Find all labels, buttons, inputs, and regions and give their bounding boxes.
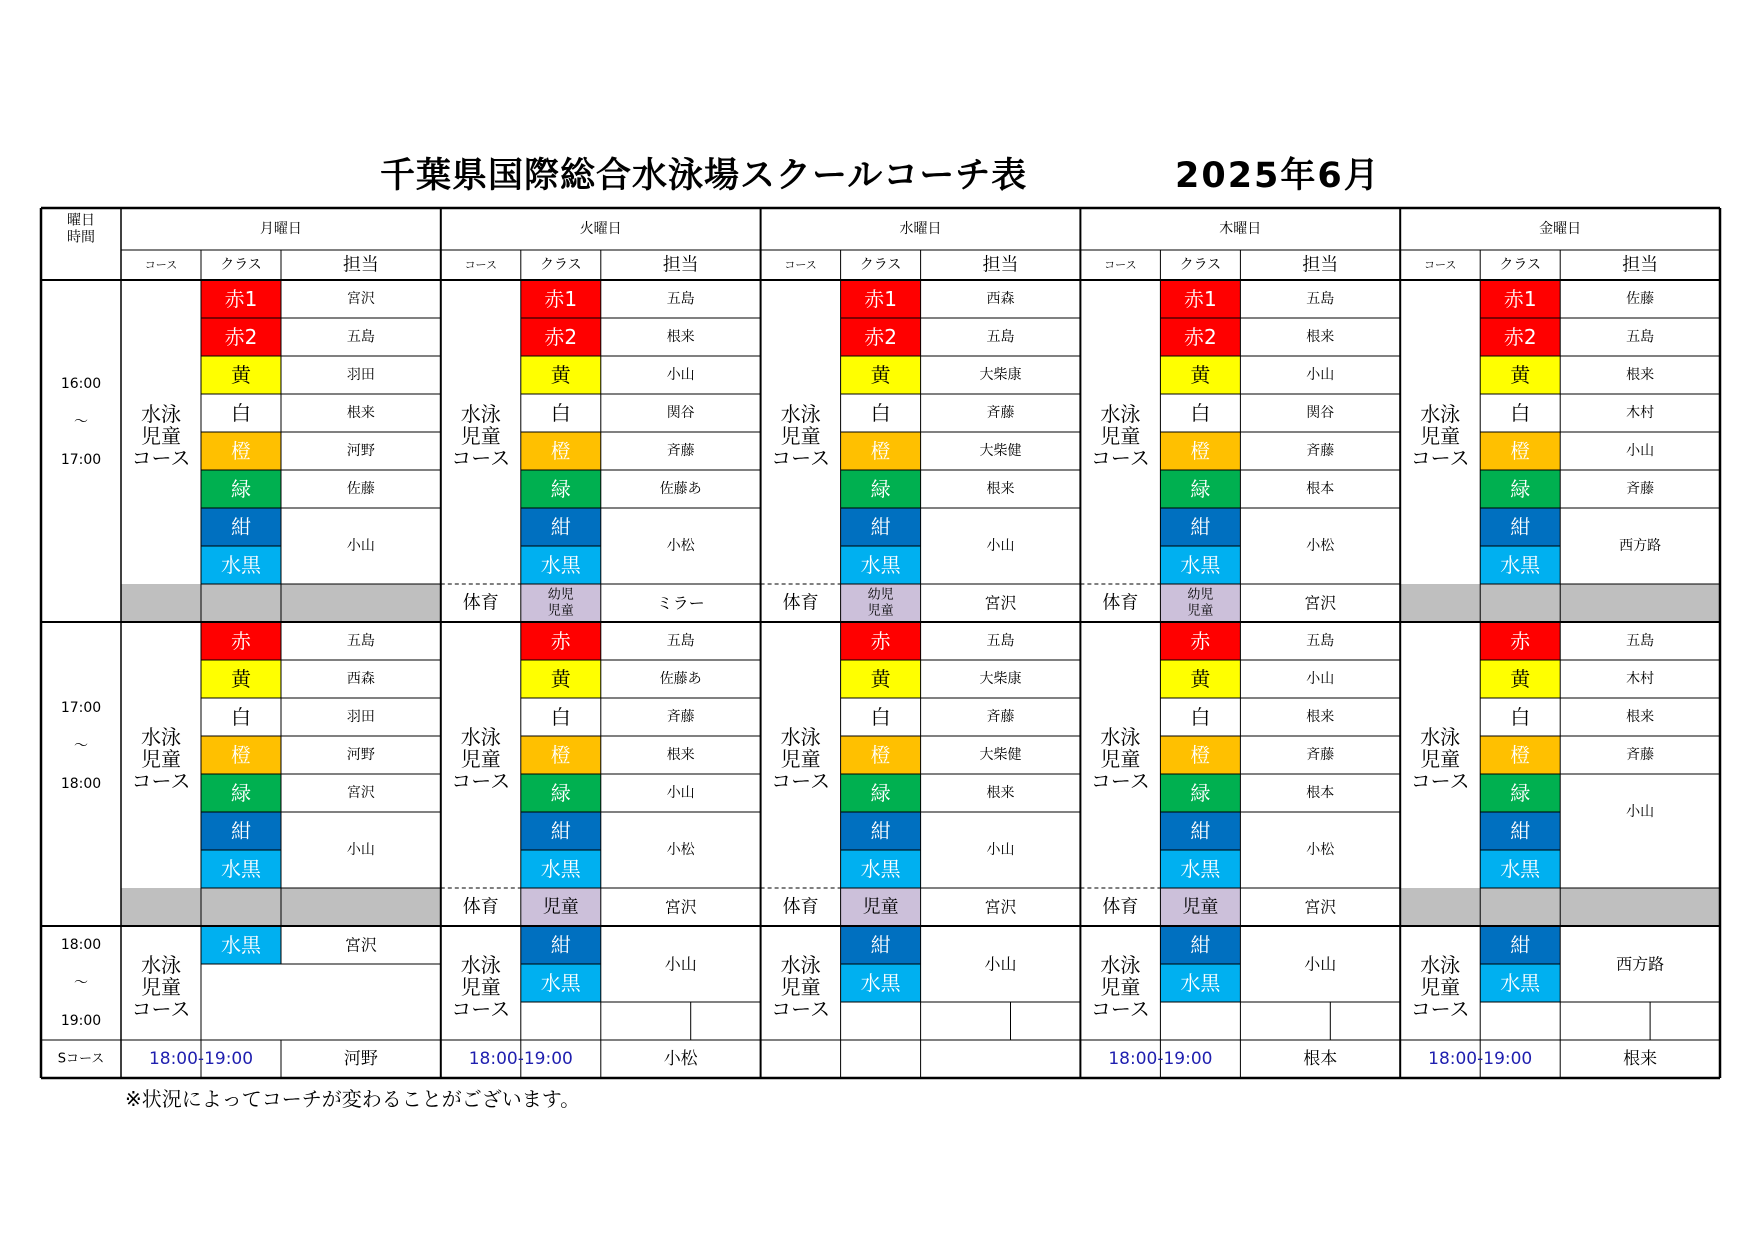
col-header-coach: 担当 [662,254,699,276]
class-label: 橙 [870,439,891,463]
taiiku-label: 体育 [462,896,499,918]
class-label: 水黒 [540,857,581,881]
class-label: 紺 [1190,515,1211,539]
extra-coach-name: 宮沢 [984,897,1017,917]
coach-name: 小山 [346,538,375,554]
coach-name: 根来 [666,329,695,345]
coach-name: 五島 [346,633,375,649]
course-label: コース [771,446,831,470]
s-course-time: 18:00-19:00 [1428,1049,1533,1069]
coach-name: 小松 [1306,538,1335,554]
coach-name: 五島 [1306,291,1335,307]
day-header-1: 月曜日 [259,221,302,237]
course-label: 水泳 [1100,402,1141,426]
gray-filler [201,888,441,926]
time-tilde: ～ [74,414,88,430]
coach-name: 五島 [666,291,695,307]
coach-name: 大柴健 [979,443,1022,459]
extra-class-label: 児童 [1182,896,1219,918]
class-label: 緑 [1510,781,1531,805]
course-label: 水泳 [141,402,181,426]
course-label: コース [451,997,511,1021]
course-label: 水泳 [780,402,821,426]
coach-name: 小山 [984,954,1017,974]
coach-name: 西森 [346,671,375,687]
course-label: コース [131,446,191,470]
col-header-course: コース [464,258,498,272]
footnote: ※状況によってコーチが変わることがございます。 [125,1087,581,1111]
class-label: 白 [1190,401,1211,425]
course-label: コース [451,769,511,793]
coach-name: 斉藤 [1626,481,1655,497]
class-label: 黄 [231,363,251,387]
class-label: 紺 [550,515,571,539]
class-label: 赤 [550,629,571,653]
extra-class-label: 幼児 [1187,587,1214,603]
s-course-time: 18:00-19:00 [468,1049,573,1069]
taiiku-label: 体育 [462,592,499,614]
time-tilde: ～ [74,975,88,991]
coach-name: 根本 [1306,481,1335,497]
course-label: 水泳 [460,402,501,426]
coach-name: 五島 [1626,329,1655,345]
class-label: 橙 [1510,439,1531,463]
course-label: 水泳 [1100,953,1141,977]
course-label: 児童 [141,424,181,448]
coach-name: 宮沢 [344,935,377,955]
class-label: 赤 [870,629,891,653]
class-label: 白 [231,705,251,729]
extra-coach-name: ミラー [656,593,705,613]
class-label: 水黒 [1180,971,1221,995]
coach-name: 佐藤 [346,481,375,497]
class-label: 緑 [870,477,891,501]
coach-name: 西森 [986,291,1015,307]
coach-name: 五島 [1626,633,1655,649]
day-header-2: 火曜日 [579,221,622,237]
time-end: 18:00 [60,776,102,792]
extra-class-label: 幼児 [547,587,574,603]
course-label: 水泳 [141,725,181,749]
course-label: 水泳 [460,725,501,749]
class-label: 紺 [231,515,251,539]
day-header-5: 金曜日 [1539,221,1582,237]
class-label: 黄 [231,667,251,691]
extra-class-label: 児童 [547,603,574,619]
time-start: 17:00 [60,700,102,716]
course-label: コース [1090,997,1150,1021]
class-label: 紺 [870,819,891,843]
class-label: 紺 [1510,515,1531,539]
coach-name: 五島 [986,329,1015,345]
col-header-coach: 担当 [1302,254,1339,276]
class-label: 紺 [870,515,891,539]
course-label: コース [131,769,191,793]
coach-name: 小山 [1304,954,1337,974]
coach-name: 五島 [666,633,695,649]
s-course-time: 18:00-19:00 [148,1049,254,1069]
coach-name: 根来 [1306,329,1335,345]
course-label: コース [771,769,831,793]
gray-filler [1480,584,1720,622]
class-label: 水黒 [1500,857,1541,881]
col-header-class: クラス [220,257,262,273]
class-label: 緑 [1510,477,1531,501]
class-label: 緑 [1190,477,1211,501]
class-label: 赤1 [544,287,578,311]
course-label: 児童 [141,975,181,999]
class-label: 橙 [1510,743,1531,767]
class-label: 水黒 [1180,857,1221,881]
time-end: 19:00 [60,1013,102,1029]
class-label: 橙 [1190,439,1211,463]
time-start: 16:00 [60,376,102,392]
class-label: 紺 [550,819,571,843]
coach-name: 羽田 [346,367,375,383]
class-label: 赤 [1510,629,1531,653]
coach-name: 根来 [986,481,1015,497]
class-label: 緑 [231,781,251,805]
class-label: 水黒 [1500,553,1541,577]
coach-name: 佐藤あ [659,671,702,687]
time-end: 17:00 [60,452,102,468]
coach-name: 佐藤 [1626,291,1655,307]
coach-name: 根来 [666,747,695,763]
coach-name: 小山 [664,954,697,974]
class-label: 黄 [550,363,571,387]
s-course-coach: 根来 [1623,1049,1658,1069]
class-label: 水黒 [1500,971,1541,995]
coach-name: 小山 [346,842,375,858]
course-label: 児童 [460,747,501,771]
gray-filler [1480,888,1720,926]
extra-coach-name: 宮沢 [1304,897,1337,917]
coach-name: 木村 [1626,405,1655,421]
col-header-class: クラス [540,257,582,273]
class-label: 紺 [870,933,891,957]
class-label: 黄 [1190,667,1211,691]
coach-name: 河野 [346,747,375,763]
class-label: 紺 [231,819,251,843]
header-corner-label: 曜日 [67,212,95,229]
gray-filler [121,888,201,926]
taiiku-label: 体育 [1102,896,1139,918]
coach-name: 河野 [346,443,375,459]
col-header-coach: 担当 [342,254,379,276]
class-label: 水黒 [540,971,581,995]
s-course-label: Sコース [57,1051,105,1067]
course-label: 水泳 [780,725,821,749]
course-label: コース [1410,997,1470,1021]
course-label: コース [1410,769,1470,793]
class-label: 黄 [550,667,571,691]
class-label: 白 [231,401,251,425]
class-label: 赤2 [224,325,258,349]
gray-filler [121,584,201,622]
taiiku-label: 体育 [782,592,819,614]
time-tilde: ～ [74,738,88,754]
coach-name: 斉藤 [1306,443,1335,459]
coach-name: 小山 [1626,443,1655,459]
coach-name: 西方路 [1616,954,1665,974]
coach-name: 小松 [1306,842,1335,858]
coach-name: 関谷 [666,405,695,421]
class-label: 赤2 [1503,325,1537,349]
class-label: 黄 [1510,667,1531,691]
course-label: 水泳 [1100,725,1141,749]
class-label: 水黒 [221,933,261,957]
course-label: 児童 [780,747,821,771]
coach-name: 小山 [666,367,695,383]
gray-filler [201,584,441,622]
col-header-course: コース [784,258,817,272]
class-label: 赤2 [544,325,578,349]
course-label: 水泳 [1420,953,1461,977]
course-label: 児童 [1100,424,1141,448]
class-label: 黄 [1510,363,1531,387]
col-header-class: クラス [1499,257,1541,273]
class-label: 赤2 [1184,325,1217,349]
class-label: 赤1 [224,287,258,311]
class-label: 水黒 [860,971,901,995]
class-label: 橙 [550,743,571,767]
coach-name: 斉藤 [1306,747,1335,763]
course-label: コース [771,997,831,1021]
extra-coach-name: 宮沢 [664,897,697,917]
course-label: 水泳 [1420,725,1461,749]
coach-name: 根来 [986,785,1015,801]
coach-name: 根来 [1306,709,1335,725]
class-label: 白 [550,705,571,729]
s-course-coach: 小松 [663,1049,698,1069]
coach-name: 五島 [986,633,1015,649]
extra-class-label: 児童 [862,896,899,918]
extra-class-label: 児童 [1187,603,1214,619]
class-label: 緑 [550,477,571,501]
time-start: 18:00 [60,937,102,953]
class-label: 紺 [1190,819,1211,843]
coach-name: 斉藤 [986,405,1015,421]
col-header-class: クラス [1179,257,1222,273]
coach-name: 五島 [346,329,375,345]
course-label: 児童 [1100,975,1141,999]
course-label: 水泳 [1420,402,1461,426]
coach-name: 小山 [986,842,1015,858]
coach-name: 小松 [666,538,695,554]
class-label: 緑 [231,477,251,501]
course-label: コース [1410,446,1470,470]
taiiku-label: 体育 [1102,592,1139,614]
course-label: コース [451,446,511,470]
day-header-4: 木曜日 [1219,221,1262,237]
coach-name: 五島 [1306,633,1335,649]
class-label: 赤 [231,629,251,653]
col-header-course: コース [1104,258,1137,272]
coach-name: 根来 [346,405,375,421]
class-label: 白 [870,705,891,729]
class-label: 水黒 [860,857,901,881]
class-label: 緑 [550,781,571,805]
coach-name: 木村 [1626,671,1655,687]
class-label: 橙 [870,743,891,767]
course-label: コース [1090,769,1150,793]
course-label: 水泳 [460,953,501,977]
course-label: 水泳 [141,953,181,977]
class-label: 白 [1510,705,1531,729]
coach-name: 佐藤あ [659,481,702,497]
class-label: 水黒 [540,553,581,577]
class-label: 黄 [870,363,891,387]
coach-name: 大柴康 [979,367,1022,383]
coach-name: 根本 [1306,785,1335,801]
coach-name: 斉藤 [986,709,1015,725]
coach-name: 小山 [1626,804,1655,820]
coach-name: 大柴康 [979,671,1022,687]
class-label: 橙 [1190,743,1211,767]
class-label: 緑 [1190,781,1211,805]
class-label: 橙 [231,743,251,767]
class-label: 紺 [1190,933,1211,957]
course-label: 児童 [460,424,501,448]
coach-name: 羽田 [346,709,375,725]
course-label: 児童 [780,424,821,448]
coach-name: 斉藤 [666,443,695,459]
course-label: 水泳 [780,953,821,977]
class-label: 橙 [550,439,571,463]
coach-name: 関谷 [1306,405,1335,421]
coach-name: 宮沢 [346,785,375,801]
gray-filler [1400,888,1480,926]
coach-name: 大柴健 [979,747,1022,763]
class-label: 紺 [550,933,571,957]
class-label: 黄 [870,667,891,691]
coach-name: 宮沢 [346,291,375,307]
header-corner-label: 時間 [67,229,95,246]
class-label: 赤2 [864,325,897,349]
course-label: 児童 [460,975,501,999]
class-label: 赤1 [1503,287,1537,311]
col-header-coach: 担当 [1622,254,1659,276]
coach-name: 斉藤 [666,709,695,725]
course-label: 児童 [780,975,821,999]
class-label: 白 [1190,705,1211,729]
s-course-coach: 根本 [1303,1049,1338,1069]
day-header-3: 水曜日 [899,221,942,237]
class-label: 白 [1510,401,1531,425]
col-header-coach: 担当 [982,254,1019,276]
course-label: 児童 [141,747,181,771]
coach-name: 小山 [666,785,695,801]
s-course-coach: 河野 [343,1049,378,1069]
col-header-class: クラス [859,257,902,273]
class-label: 水黒 [221,857,261,881]
coach-name: 小山 [1306,671,1335,687]
class-label: 橙 [231,439,251,463]
class-label: 白 [550,401,571,425]
coach-name: 小山 [1306,367,1335,383]
course-label: コース [1090,446,1150,470]
extra-class-label: 児童 [542,896,579,918]
taiiku-label: 体育 [782,896,819,918]
col-header-course: コース [1423,258,1457,272]
class-label: 水黒 [221,553,261,577]
class-label: 水黒 [1180,553,1221,577]
class-label: 赤1 [864,287,897,311]
coach-name: 西方路 [1619,538,1662,554]
class-label: 黄 [1190,363,1211,387]
s-course-time: 18:00-19:00 [1108,1049,1213,1069]
coach-name: 根来 [1626,367,1655,383]
class-label: 紺 [1510,933,1531,957]
coach-name: 斉藤 [1626,747,1655,763]
class-label: 紺 [1510,819,1531,843]
course-label: 児童 [1420,747,1461,771]
class-label: 緑 [870,781,891,805]
course-label: 児童 [1100,747,1141,771]
schedule-date: 2025年6月 [1175,156,1381,196]
coach-name: 小山 [986,538,1015,554]
course-label: 児童 [1420,424,1461,448]
class-label: 白 [870,401,891,425]
extra-coach-name: 宮沢 [984,593,1017,613]
course-label: コース [131,997,191,1021]
class-label: 赤 [1190,629,1211,653]
gray-filler [1400,584,1480,622]
page-title: 千葉県国際総合水泳場スクールコーチ表 [380,156,1028,196]
coach-name: 小松 [666,842,695,858]
coach-name: 根来 [1626,709,1655,725]
course-label: 児童 [1420,975,1461,999]
extra-class-label: 児童 [867,603,894,619]
class-label: 水黒 [860,553,901,577]
extra-coach-name: 宮沢 [1304,593,1337,613]
col-header-course: コース [144,258,178,272]
class-label: 赤1 [1184,287,1217,311]
extra-class-label: 幼児 [867,587,894,603]
